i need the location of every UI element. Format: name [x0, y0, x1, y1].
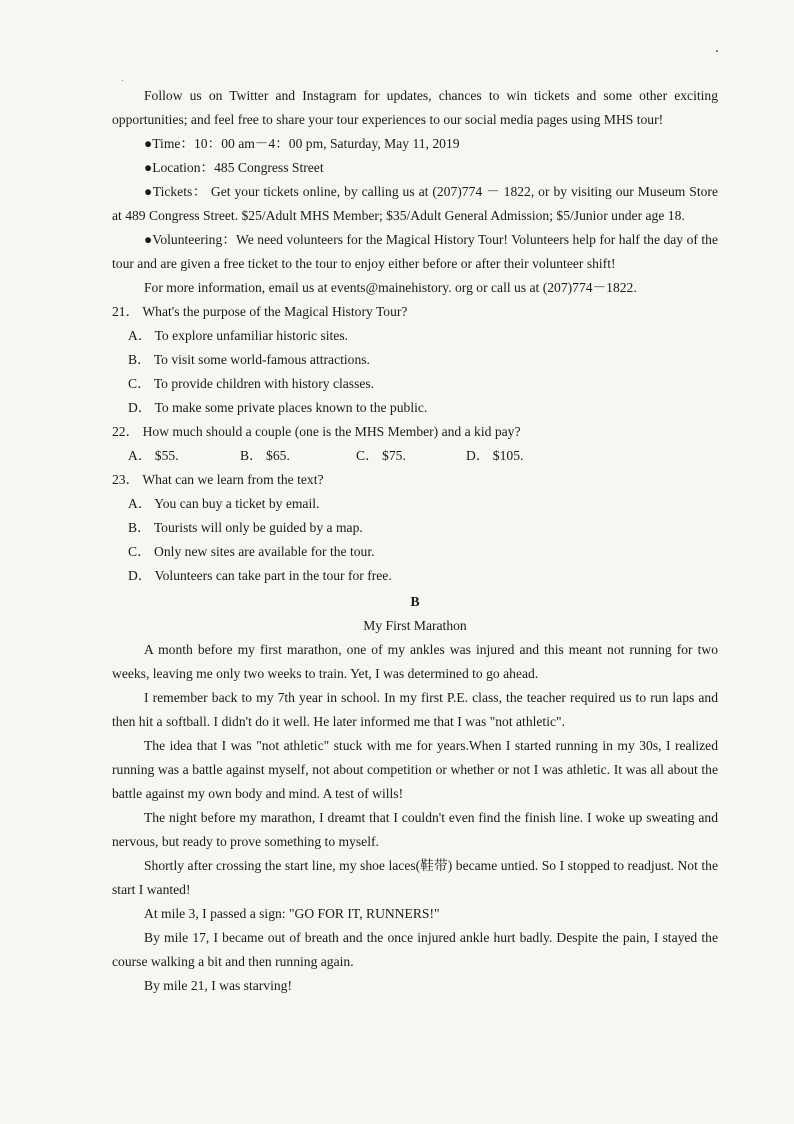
notice-location: ●Location：485 Congress Street [144, 160, 324, 175]
passage-paragraph: By mile 17, I became out of breath and the once injured ankle hurt badly. Despite the pain, I stayed the course walking a bit and then running again. [112, 930, 718, 969]
passage-paragraph: At mile 3, I passed a sign: "GO FOR IT, RUNNERS!" [144, 906, 440, 921]
option-b: B． $65. [240, 448, 290, 463]
options-row [112, 444, 718, 468]
option-a: A． $55. [128, 448, 179, 463]
option-a: A． To explore unfamiliar historic sites. [128, 328, 349, 343]
question-stem: 23． What can we learn from the text? [112, 472, 324, 487]
passage-paragraph: The night before my marathon, I dreamt that I couldn't even find the finish line. I woke up sweating and nervous, but ready to prove something to myself. [112, 810, 718, 849]
scan-speck [716, 50, 718, 52]
option-d: D． Volunteers can take part in the tour for free. [128, 568, 392, 583]
passage-paragraph: By mile 21, I was starving! [144, 978, 292, 993]
question-23 [112, 468, 718, 588]
option-d: D． To make some private places known to the public. [128, 400, 428, 415]
question-21 [112, 300, 718, 420]
section-letter: B [410, 594, 420, 609]
notice-tickets: ●Tickets： Get your tickets online, by calling us at (207)774 － 1822, or by visiting our Museum Store at 489 Congress Street. $25/Adult MHS Member; $35/Adult General Admission; $5/Junior under age 18. [112, 184, 718, 223]
passage-paragraph: Shortly after crossing the start line, my shoe laces(鞋带) became untied. So I stopped to readjust. Not the start I wanted! [112, 858, 718, 897]
question-stem: 22． How much should a couple (one is the MHS Member) and a kid pay? [112, 424, 521, 439]
passage-paragraph: The idea that I was "not athletic" stuck with me for years.When I started running in my 30s, I realized running was a battle against myself, not about competition or whether or not I was athletic. It was all about the battle against my own body and mind. A test of wills! [112, 738, 718, 801]
passage-paragraph: A month before my first marathon, one of my ankles was injured and this meant not running for two weeks, leaving me only two weeks to train. Yet, I was determined to go ahead. [112, 642, 718, 681]
option-a: A． You can buy a ticket by email. [128, 496, 320, 511]
option-c: C． $75. [356, 448, 406, 463]
exam-page [112, 84, 718, 998]
passage-paragraph: I remember back to my 7th year in school. In my first P.E. class, the teacher required us to run laps and then hit a softball. I didn't do it well. He later informed me that I was "not athletic". [112, 690, 718, 729]
notice-more-info: For more information, email us at events@mainehistory. org or call us at (207)774－1822. [144, 280, 637, 295]
option-c: C． Only new sites are available for the tour. [128, 544, 375, 559]
option-b: B． To visit some world-famous attractions. [128, 352, 370, 367]
option-d: D． $105. [466, 448, 524, 463]
notice-intro: Follow us on Twitter and Instagram for updates, chances to win tickets and some other exciting opportunities; and feel free to share your tour experiences to our social media pages using MHS tour! [112, 88, 718, 127]
option-c: C． To provide children with history classes. [128, 376, 375, 391]
passage-title: My First Marathon [363, 618, 467, 633]
notice-time: ●Time：10：00 am－4：00 pm, Saturday, May 11, 2019 [144, 136, 460, 151]
question-22 [112, 420, 718, 468]
notice-volunteering: ●Volunteering：We need volunteers for the Magical History Tour! Volunteers help for half the day of the tour and are given a free ticket to the tour to enjoy either before or after their volunteer shift! [112, 232, 718, 271]
option-b: B． Tourists will only be guided by a map. [128, 520, 363, 535]
question-stem: 21． What's the purpose of the Magical History Tour? [112, 304, 408, 319]
scan-speck [122, 80, 123, 81]
